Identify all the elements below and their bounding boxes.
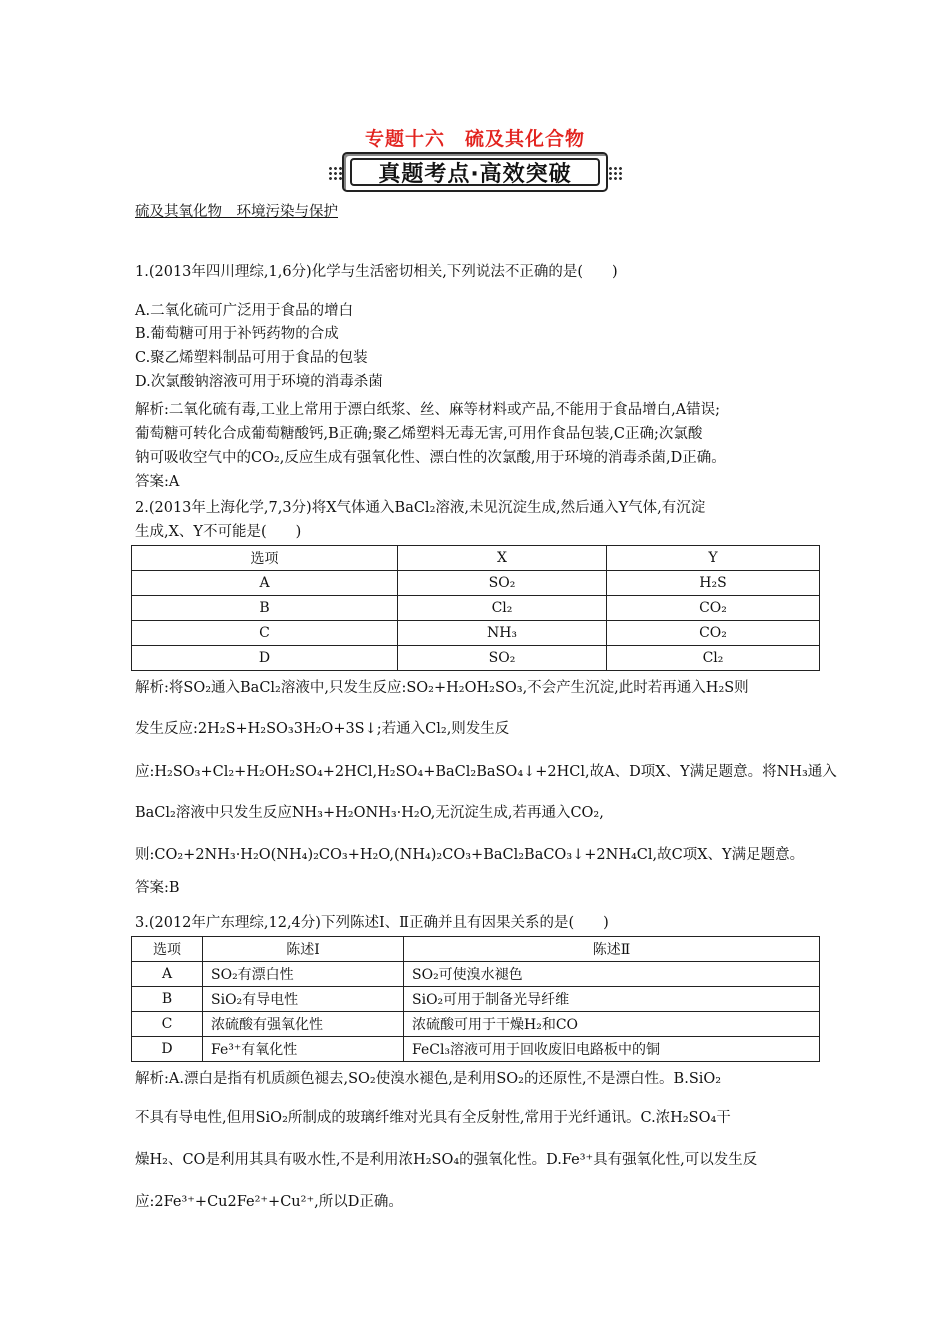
table-row — [132, 1037, 820, 1062]
table-row — [132, 987, 820, 1012]
table-cell: Cl₂ — [398, 596, 607, 621]
table-cell: FeCl₃溶液可用于回收废旧电路板中的铜 — [404, 1037, 820, 1062]
table-header-cell: 陈述Ⅱ — [404, 937, 820, 962]
banner-frame — [342, 152, 608, 192]
q3-stem: 3.(2012年广东理综,12,4分)下列陈述Ⅰ、Ⅱ正确并且有因果关系的是( ) — [135, 915, 609, 931]
table-cell: D — [132, 646, 398, 671]
q1-option-c: C.聚乙烯塑料制品可用于食品的包装 — [135, 350, 368, 366]
banner-text: 真题考点·高效突破 — [350, 158, 600, 186]
table-row — [132, 621, 820, 646]
q3-analysis-line: 解析:A.漂白是指有机质颜色褪去,SO₂使溴水褪色,是利用SO₂的还原性,不是漂白性。B.SiO₂ — [135, 1071, 722, 1087]
q3-table — [131, 936, 820, 1062]
section-heading: 硫及其氧化物 环境污染与保护 — [135, 204, 338, 220]
q2-analysis-line: 应:H₂SO₃+Cl₂+H₂OH₂SO₄+2HCl,H₂SO₄+BaCl₂BaSO₄↓+2HCl,故A、D项X、Y满足题意。将NH₃通入 — [135, 764, 837, 780]
table-cell: CO₂ — [607, 621, 820, 646]
table-row — [132, 1012, 820, 1037]
table-header-cell: 选项 — [132, 546, 398, 571]
q2-answer: 答案:B — [135, 880, 180, 896]
table-cell: Cl₂ — [607, 646, 820, 671]
q1-analysis-line: 解析:二氧化硫有毒,工业上常用于漂白纸浆、丝、麻等材料或产品,不能用于食品增白,A错误; — [135, 402, 721, 418]
dots-decoration-left — [328, 166, 342, 180]
q2-stem-line: 生成,X、Y不可能是( ) — [135, 524, 302, 540]
q1-answer: 答案:A — [135, 474, 180, 490]
table-cell: SO₂ — [398, 571, 607, 596]
table-header-row — [132, 546, 820, 571]
table-cell: Fe³⁺有氧化性 — [203, 1037, 404, 1062]
q3-analysis-line: 应:2Fe³⁺+Cu2Fe²⁺+Cu²⁺,所以D正确。 — [135, 1194, 403, 1210]
q2-analysis-line: 则:CO₂+2NH₃·H₂O(NH₄)₂CO₃+H₂O,(NH₄)₂CO₃+BaCl₂BaCO₃↓+2NH₄Cl,故C项X、Y满足题意。 — [135, 847, 805, 863]
q1-option-b: B.葡萄糖可用于补钙药物的合成 — [135, 326, 339, 342]
table-row — [132, 596, 820, 621]
q2-stem-line: 2.(2013年上海化学,7,3分)将X气体通入BaCl₂溶液,未见沉淀生成,然后通入Y气体,有沉淀 — [135, 500, 706, 516]
table-cell: CO₂ — [607, 596, 820, 621]
q2-analysis-line: 发生反应:2H₂S+H₂SO₃3H₂O+3S↓;若通入Cl₂,则发生反 — [135, 721, 510, 737]
table-cell: SiO₂可用于制备光导纤维 — [404, 987, 820, 1012]
q1-option-d: D.次氯酸钠溶液可用于环境的消毒杀菌 — [135, 374, 383, 390]
q2-analysis-line: BaCl₂溶液中只发生反应NH₃+H₂ONH₃·H₂O,无沉淀生成,若再通入CO₂, — [135, 805, 604, 821]
q1-analysis-line: 葡萄糖可转化合成葡萄糖酸钙,B正确;聚乙烯塑料无毒无害,可用作食品包装,C正确;次氯酸 — [135, 426, 703, 442]
q1-stem: 1.(2013年四川理综,1,6分)化学与生活密切相关,下列说法不正确的是( ) — [135, 264, 618, 280]
table-header-row — [132, 937, 820, 962]
table-cell: B — [132, 987, 203, 1012]
table-cell: 浓硫酸有强氧化性 — [203, 1012, 404, 1037]
table-row — [132, 646, 820, 671]
table-cell: H₂S — [607, 571, 820, 596]
table-cell: NH₃ — [398, 621, 607, 646]
table-cell: SiO₂有导电性 — [203, 987, 404, 1012]
q1-option-a: A.二氧化硫可广泛用于食品的增白 — [135, 303, 354, 319]
table-cell: A — [132, 962, 203, 987]
table-cell: D — [132, 1037, 203, 1062]
table-cell: C — [132, 621, 398, 646]
table-cell: A — [132, 571, 398, 596]
table-cell: 浓硫酸可用于干燥H₂和CO — [404, 1012, 820, 1037]
table-cell: C — [132, 1012, 203, 1037]
q2-analysis-line: 解析:将SO₂通入BaCl₂溶液中,只发生反应:SO₂+H₂OH₂SO₃,不会产生沉淀,此时若再通入H₂S则 — [135, 680, 749, 696]
q1-analysis-line: 钠可吸收空气中的CO₂,反应生成有强氧化性、漂白性的次氯酸,用于环境的消毒杀菌,D正确。 — [135, 450, 726, 466]
table-header-cell: 陈述Ⅰ — [203, 937, 404, 962]
table-cell: SO₂有漂白性 — [203, 962, 404, 987]
q3-analysis-line: 燥H₂、CO是利用其具有吸水性,不是利用浓H₂SO₄的强氧化性。D.Fe³⁺具有强氧化性,可以发生反 — [135, 1152, 758, 1168]
section-banner — [328, 152, 622, 192]
dots-decoration-right — [608, 166, 622, 180]
table-row — [132, 571, 820, 596]
table-cell: B — [132, 596, 398, 621]
q3-analysis-line: 不具有导电性,但用SiO₂所制成的玻璃纤维对光具有全反射性,常用于光纤通讯。C.浓H₂SO₄干 — [135, 1110, 731, 1126]
table-header-cell: Y — [607, 546, 820, 571]
table-row — [132, 962, 820, 987]
table-header-cell: 选项 — [132, 937, 203, 962]
table-cell: SO₂ — [398, 646, 607, 671]
q2-table — [131, 545, 820, 671]
page-title: 专题十六 硫及其化合物 — [364, 128, 585, 150]
table-cell: SO₂可使溴水褪色 — [404, 962, 820, 987]
table-header-cell: X — [398, 546, 607, 571]
